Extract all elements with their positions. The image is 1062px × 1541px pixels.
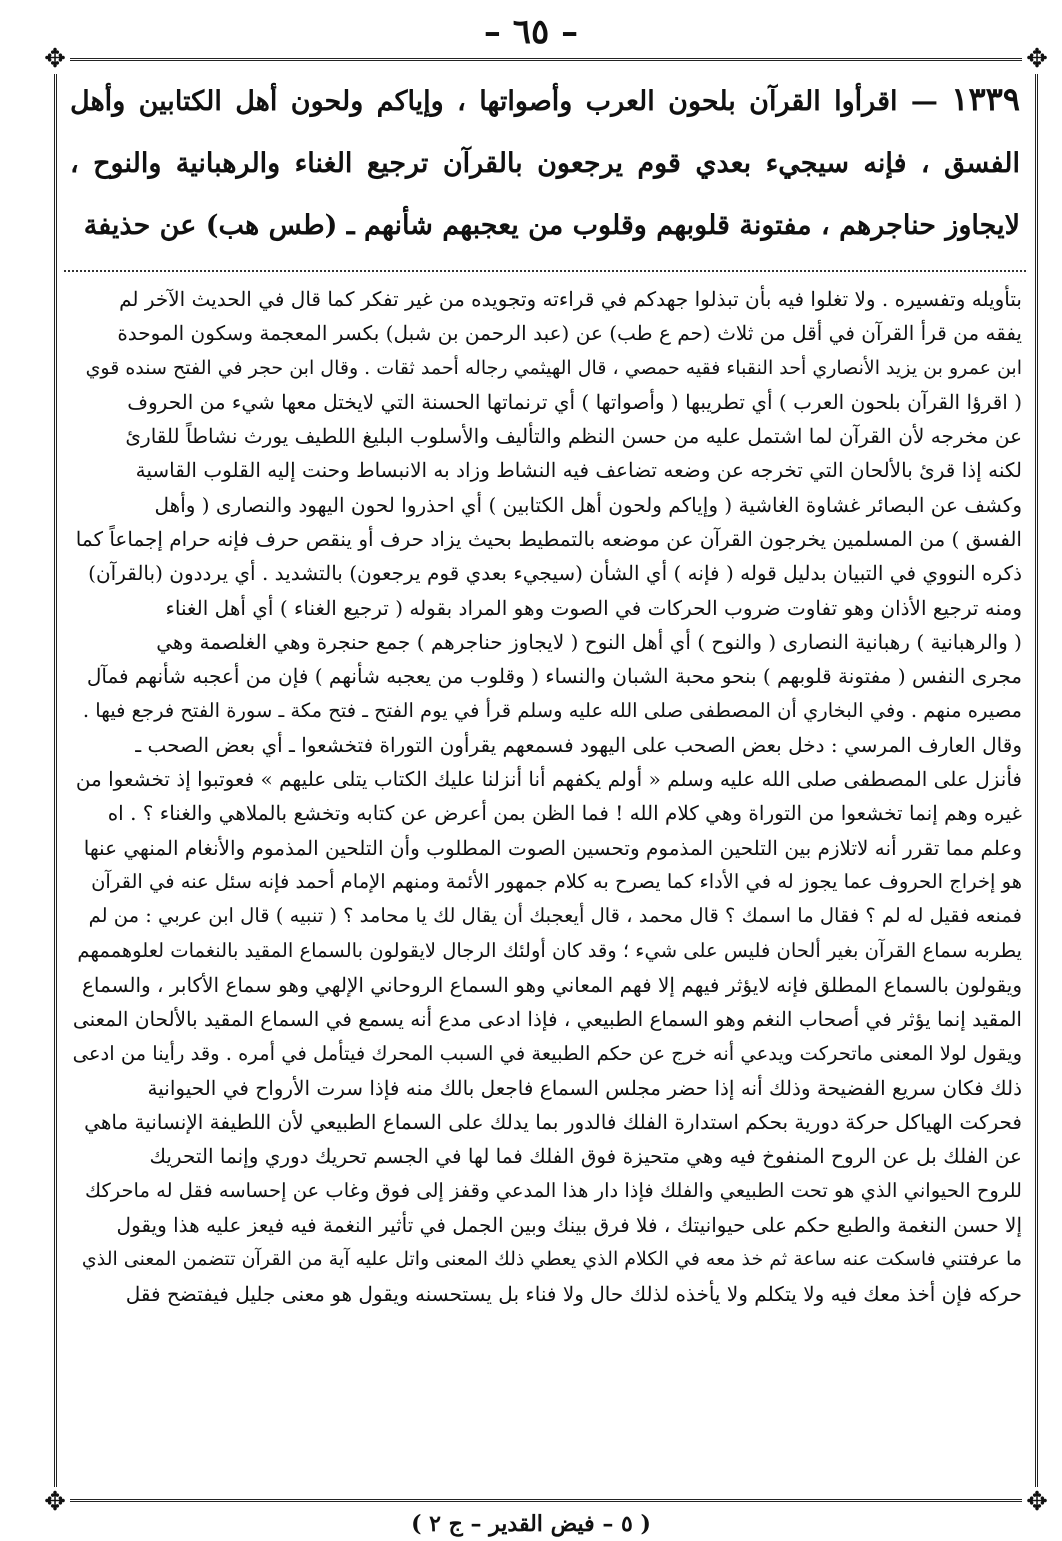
commentary-line: فحركت الهياكل حركة دورية بحكم استدارة الفلك فالدور بما يدلك على السماع الطبيعي لأن اللطيفة الإنسانية ماهي [84,1110,1022,1135]
commentary-line: ويقولون بالسماع المطلق فإنه لايؤثر فيهم إلا فهم المعاني وهو السماع الروحاني الإلهي وهو سماع الأكابر ، والسماع [81,972,1022,997]
commentary-line: يفقه من قرأ القرآن في أقل من ثلاث (حم ع طب) عن (عبد الرحمن بن شبل) بكسر المعجمة وسكون الموحدة [117,321,1022,346]
commentary-line: عن الفلك بل عن الروح المنفوخ فيه وهي متحيزة فوق الفلك فما لها في الجسم تحريك دوري وإنما التحريك [149,1144,1022,1169]
commentary-line: مجرى النفس ( مفتونة قلوبهم ) بنحو محبة الشبان والنساء ( وقلوب من يعجبه شأنهم ) فإن من أعجبه شأنهم فمآل [86,664,1022,689]
commentary-line: ( اقرؤا القرآن بلحون العرب ) أي تطريبها ( وأصواتها ) أي ترنماتها الحسنة التي لايختل معها شيء من الحروف [127,389,1022,414]
commentary-line: ويقول لولا المعنى ماتحركت ويدعي أنه خرج عن حكم الطبيعة في السبب المحرك فيتأمل في أمره . وقد رأينا من ادعى [72,1041,1022,1065]
commentary-line: للروح الحيواني الذي هو تحت الطبيعي والفلك فإذا دار هذا المدعي وقفز إلى فوق وغاب عن إحساسه فقل له ماحركك [85,1178,1022,1202]
commentary-line: ابن عمرو بن يزيد الأنصاري أحد النقباء فقيه حمصي ، قال الهيثمي رجاله أحمد ثقات . وقال ابن حجر في الفتح سنده قوي [85,356,1022,379]
corner-ornament-icon: ✥ [1022,44,1052,74]
hadith-number: ١٣٣٩ [951,80,1020,118]
commentary-line: وقال العارف المرسي : دخل بعض الصحب على اليهود فسمعهم يقرأون التوراة فتخشعوا ـ أي بعض الصحب ـ [135,732,1022,757]
commentary-line: فمنعه فقيل له لم ؟ فقال ما اسمك ؟ قال محمد ، قال أيعجبك أن يقال لك يا محامد ؟ ( تنبيه ) قال ابن عربي : من لم [88,904,1022,928]
footer-signature: ( ٥ – فيض القدير – ج ٢ ) [411,1511,651,1537]
commentary-line: فأنزل على المصطفى صلى الله عليه وسلم « أولم يكفهم أنا أنزلنا عليك الكتاب يتلى عليهم » فعوتبوا إذ تخشعوا من [75,767,1022,792]
page-number: – ٦٥ – [483,12,579,52]
commentary-line: ذكره النووي في التبيان بدليل قوله ( فإنه ) أي الشأن (سيجيء بعدي قوم يرجعون) بالتشديد . أي يرددون (بالقرآن) [88,561,1022,586]
commentary-line: بتأويله وتفسيره . ولا تغلوا فيه بأن تبذلوا جهدكم في قراءته وتجويده من غير تفكر كما قال في الحديث الآخر لم [119,287,1022,311]
commentary-line: يطربه سماع القرآن بغير ألحان فليس على شيء ؛ وقد كان أولئك الرجال لايقولون بالسماع المقيد بالنغمات لعلوهممهم [77,938,1022,962]
commentary-line: لكنه إذا قرئ بالألحان التي تخرجه عن وضعه تضاعف فيه النشاط وزاد به الانبساط وحنت إليه القلوب القاسية [135,458,1022,483]
section-divider [64,270,1026,272]
commentary-line: هو إخراج الحروف عما يجوز له في الأداء كما يصرح به كلام جمهور الأئمة ومنهم الإمام أحمد فإنه سئل عنه في القرآن [91,870,1022,894]
commentary-line: الفسق ) من المسلمين يخرجون القرآن عن موضعه بالتمطيط بحيث يزاد حرف أو ينقص حرف فإنه حرام إجماعاً كما [75,527,1022,552]
commentary-line: ذلك فكان سريع الفضيحة وذلك أنه إذا حضر مجلس السماع فاجعل بالك منه فإذا سرت الأرواح في الحيوانية [147,1075,1022,1100]
commentary-line: المقيد إنما يؤثر في أصحاب النغم وهو السماع الطبيعي ، فإذا ادعى مدع أنه يسمع في السماع المقيد بالألحان المعنى [72,1007,1022,1032]
commentary-line: ومنه ترجيع الأذان وهو تفاوت ضروب الحركات في الصوت وهو المراد بقوله ( ترجيع الغناء ) أي أهل الغناء [165,595,1022,620]
corner-ornament-icon: ✥ [40,1487,70,1517]
commentary-line: حركه فإن أخذ معك فيه ولا يتكلم ولا يأخذه لذلك حال ولا فناء بل يستحسنه ويقول هو معنى جليل فيفتضح فقل [125,1281,1022,1306]
commentary-line: عن مخرجه لأن القرآن لما اشتمل عليه من حسن النظم والتأليف والأسلوب البليغ اللطيف يورث نشاطاً للقارئ [125,424,1022,449]
commentary-line: غيره وهم إنما تخشعوا من التوراة وهي كلام الله ! فما الظن بمن أعرض عن كتابه وتخشع بالملاهي والغناء ؟ . اه [107,801,1022,826]
commentary-line: ما عرفتني فاسكت عنه ساعة ثم خذ معه في الكلام الذي يعطي ذلك المعنى واتل عليه آية من القرآن تتضمن المعنى الذي [81,1248,1022,1271]
commentary-block [68,282,1022,1494]
hadith-text-block [70,68,1020,258]
corner-ornament-icon: ✥ [1022,1487,1052,1517]
commentary-line: وعلم مما تقرر أنه لاتلازم بين التلحين المذموم وتحسين الصوت المطلوب وأن التلحين المذموم والأنغام المنهي عنها [83,835,1022,860]
commentary-line: مصيره منهم . وفي البخاري أن المصطفى صلى الله عليه وسلم قرأ في يوم الفتح ـ فتح مكة ـ سورة الفتح فرجع فيها . [82,698,1022,722]
commentary-line: وكشف عن البصائر غشاوة الغاشية ( وإياكم ولحون أهل الكتابين ) أي احذروا لحون اليهود والنصارى ( وأهل [154,492,1022,517]
commentary-line: ( والرهبانية ) رهبانية النصارى ( والنوح ) أي أهل النوح ( لايجاوز حناجرهم ) جمع حنجرة وهي الغلصمة وهي [156,629,1022,654]
hadith-text: — اقرأوا القرآن بلحون العرب وأصواتها ، وإياكم ولحون أهل الكتابين وأهل الفسق ، فإنه سيجيء بعدي قوم يرجعون بالقرآن ترجيع الغناء والرهبانية والنوح ، لايجاوز حناجرهم ، مفتونة قلوبهم وقلوب من يعجبهم شأنهم ـ (طس هب) عن حذيفة [70,86,1020,241]
commentary-line: إلا حسن النغمة والطبع حكم على حيوانيتك ، فلا فرق بينك وبين الجمل في تأثير النغمة فيه فيعز عليه هذا ويقول [116,1213,1022,1238]
corner-ornament-icon: ✥ [40,44,70,74]
